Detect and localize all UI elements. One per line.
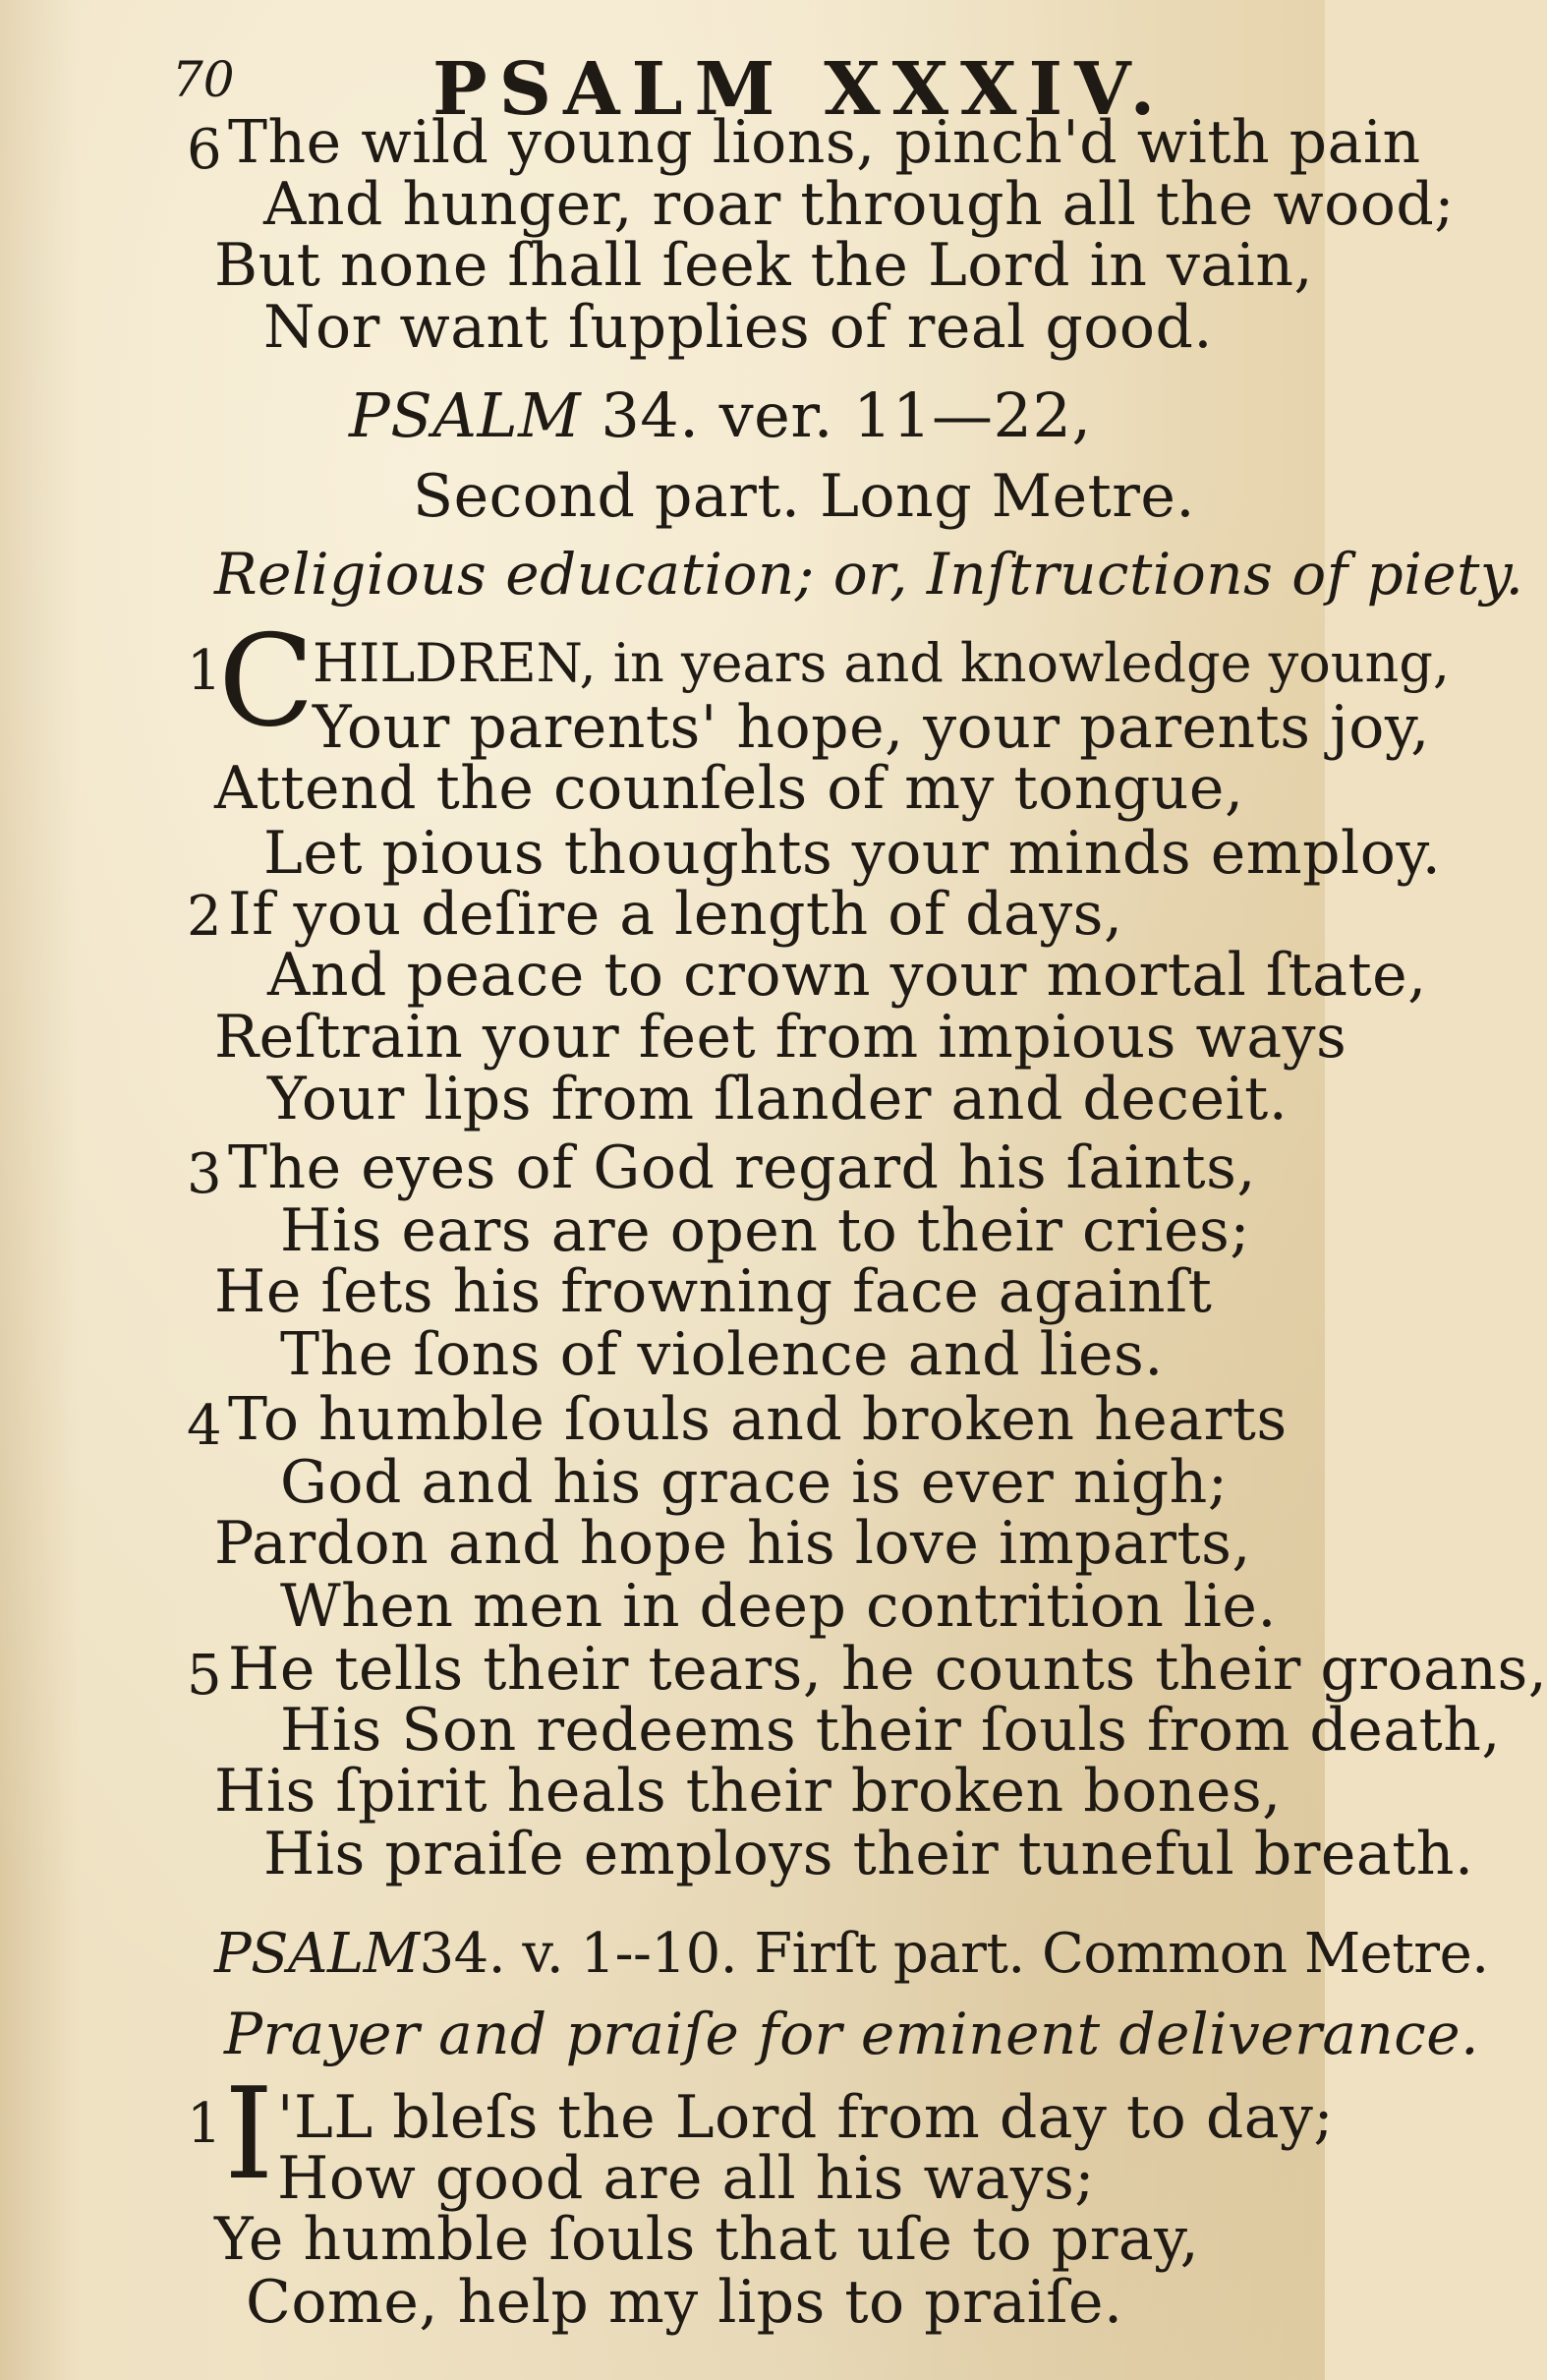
- section-theme: Prayer and praiſe for eminent deliverance.: [224, 2001, 1480, 2067]
- stanza-line: God and his grace is ever nigh;: [280, 1448, 1229, 1517]
- stanza-line: To humble ſouls and broken hearts: [228, 1385, 1288, 1454]
- section-title-psalm: PSALM: [214, 1922, 420, 1986]
- stanza-number: 2: [187, 885, 222, 949]
- verse-number: 6: [187, 118, 222, 182]
- stanza-line: His praiſe employs their tuneful breath.: [263, 1820, 1474, 1888]
- stanza-line: 'LL bleſs the Lord from day to day;: [277, 2083, 1335, 2152]
- section-title-verses: 34. v. 1--10. Firſt part. Common Metre.: [419, 1922, 1489, 1986]
- stanza-number: 3: [187, 1142, 222, 1206]
- stanza-line: His ſpirit heals their broken bones,: [214, 1757, 1282, 1826]
- drop-cap: C: [218, 609, 315, 755]
- stanza-line: How good are all his ways;: [277, 2144, 1095, 2213]
- stanza-line: His Son redeems their ſouls from death,: [280, 1696, 1501, 1765]
- stanza-line: When men in deep contrition lie.: [280, 1572, 1277, 1641]
- stanza-line: Your parents' hope, your parents joy,: [313, 693, 1430, 762]
- stanza-line: Come, help my lips to praiſe.: [246, 2268, 1123, 2337]
- stanza-line: The eyes of God regard his ſaints,: [228, 1133, 1256, 1202]
- verse-line: And hunger, roar through all the wood;: [263, 170, 1455, 239]
- section-title-psalm: PSALM: [349, 379, 582, 451]
- verse-line: Nor want ſupplies of real good.: [263, 293, 1214, 362]
- stanza-line: His ears are open to their cries;: [280, 1196, 1250, 1265]
- section-title: [349, 379, 1092, 451]
- page-number: 70: [172, 51, 235, 108]
- verse-line: The wild young lions, pinch'd with pain: [228, 108, 1421, 177]
- stanza-number: 5: [187, 1644, 222, 1708]
- section-title-verses: 34. ver. 11—22,: [601, 379, 1092, 451]
- section-theme: Religious education; or, Inſtructions of piety.: [214, 541, 1524, 608]
- stanza-line: If you deſire a length of days,: [228, 880, 1123, 949]
- stanza-number: 1: [187, 2092, 222, 2156]
- stanza-line: He tells their tears, he counts their groans,: [228, 1635, 1547, 1704]
- section-title: [214, 1922, 1489, 1986]
- stanza-line: Pardon and hope his love imparts,: [214, 1509, 1251, 1578]
- stanza-number: 1: [187, 639, 222, 703]
- running-head: PSALM XXXIV.: [432, 47, 1168, 132]
- verse-line: But none ſhall ſeek the Lord in vain,: [214, 231, 1314, 300]
- stanza-line: Reſtrain your feet from impious ways: [214, 1003, 1347, 1072]
- stanza-line: Attend the counſels of my tongue,: [214, 754, 1244, 823]
- stanza-number: 4: [187, 1394, 222, 1458]
- stanza-line: The ſons of violence and lies.: [280, 1320, 1164, 1389]
- stanza-line: And peace to crown your mortal ſtate,: [267, 941, 1427, 1010]
- stanza-line: He ſets his frowning face againſt: [214, 1257, 1213, 1326]
- stanza-line: Let pious thoughts your minds employ.: [263, 819, 1442, 888]
- section-subtitle: Second part. Long Metre.: [413, 462, 1195, 531]
- stanza-line: Your lips from ſlander and deceit.: [267, 1065, 1289, 1133]
- drop-cap: I: [224, 2061, 274, 2208]
- stanza-line: HILDREN, in years and knowledge young,: [313, 632, 1451, 694]
- stanza-line: Ye humble ſouls that uſe to pray,: [214, 2205, 1200, 2274]
